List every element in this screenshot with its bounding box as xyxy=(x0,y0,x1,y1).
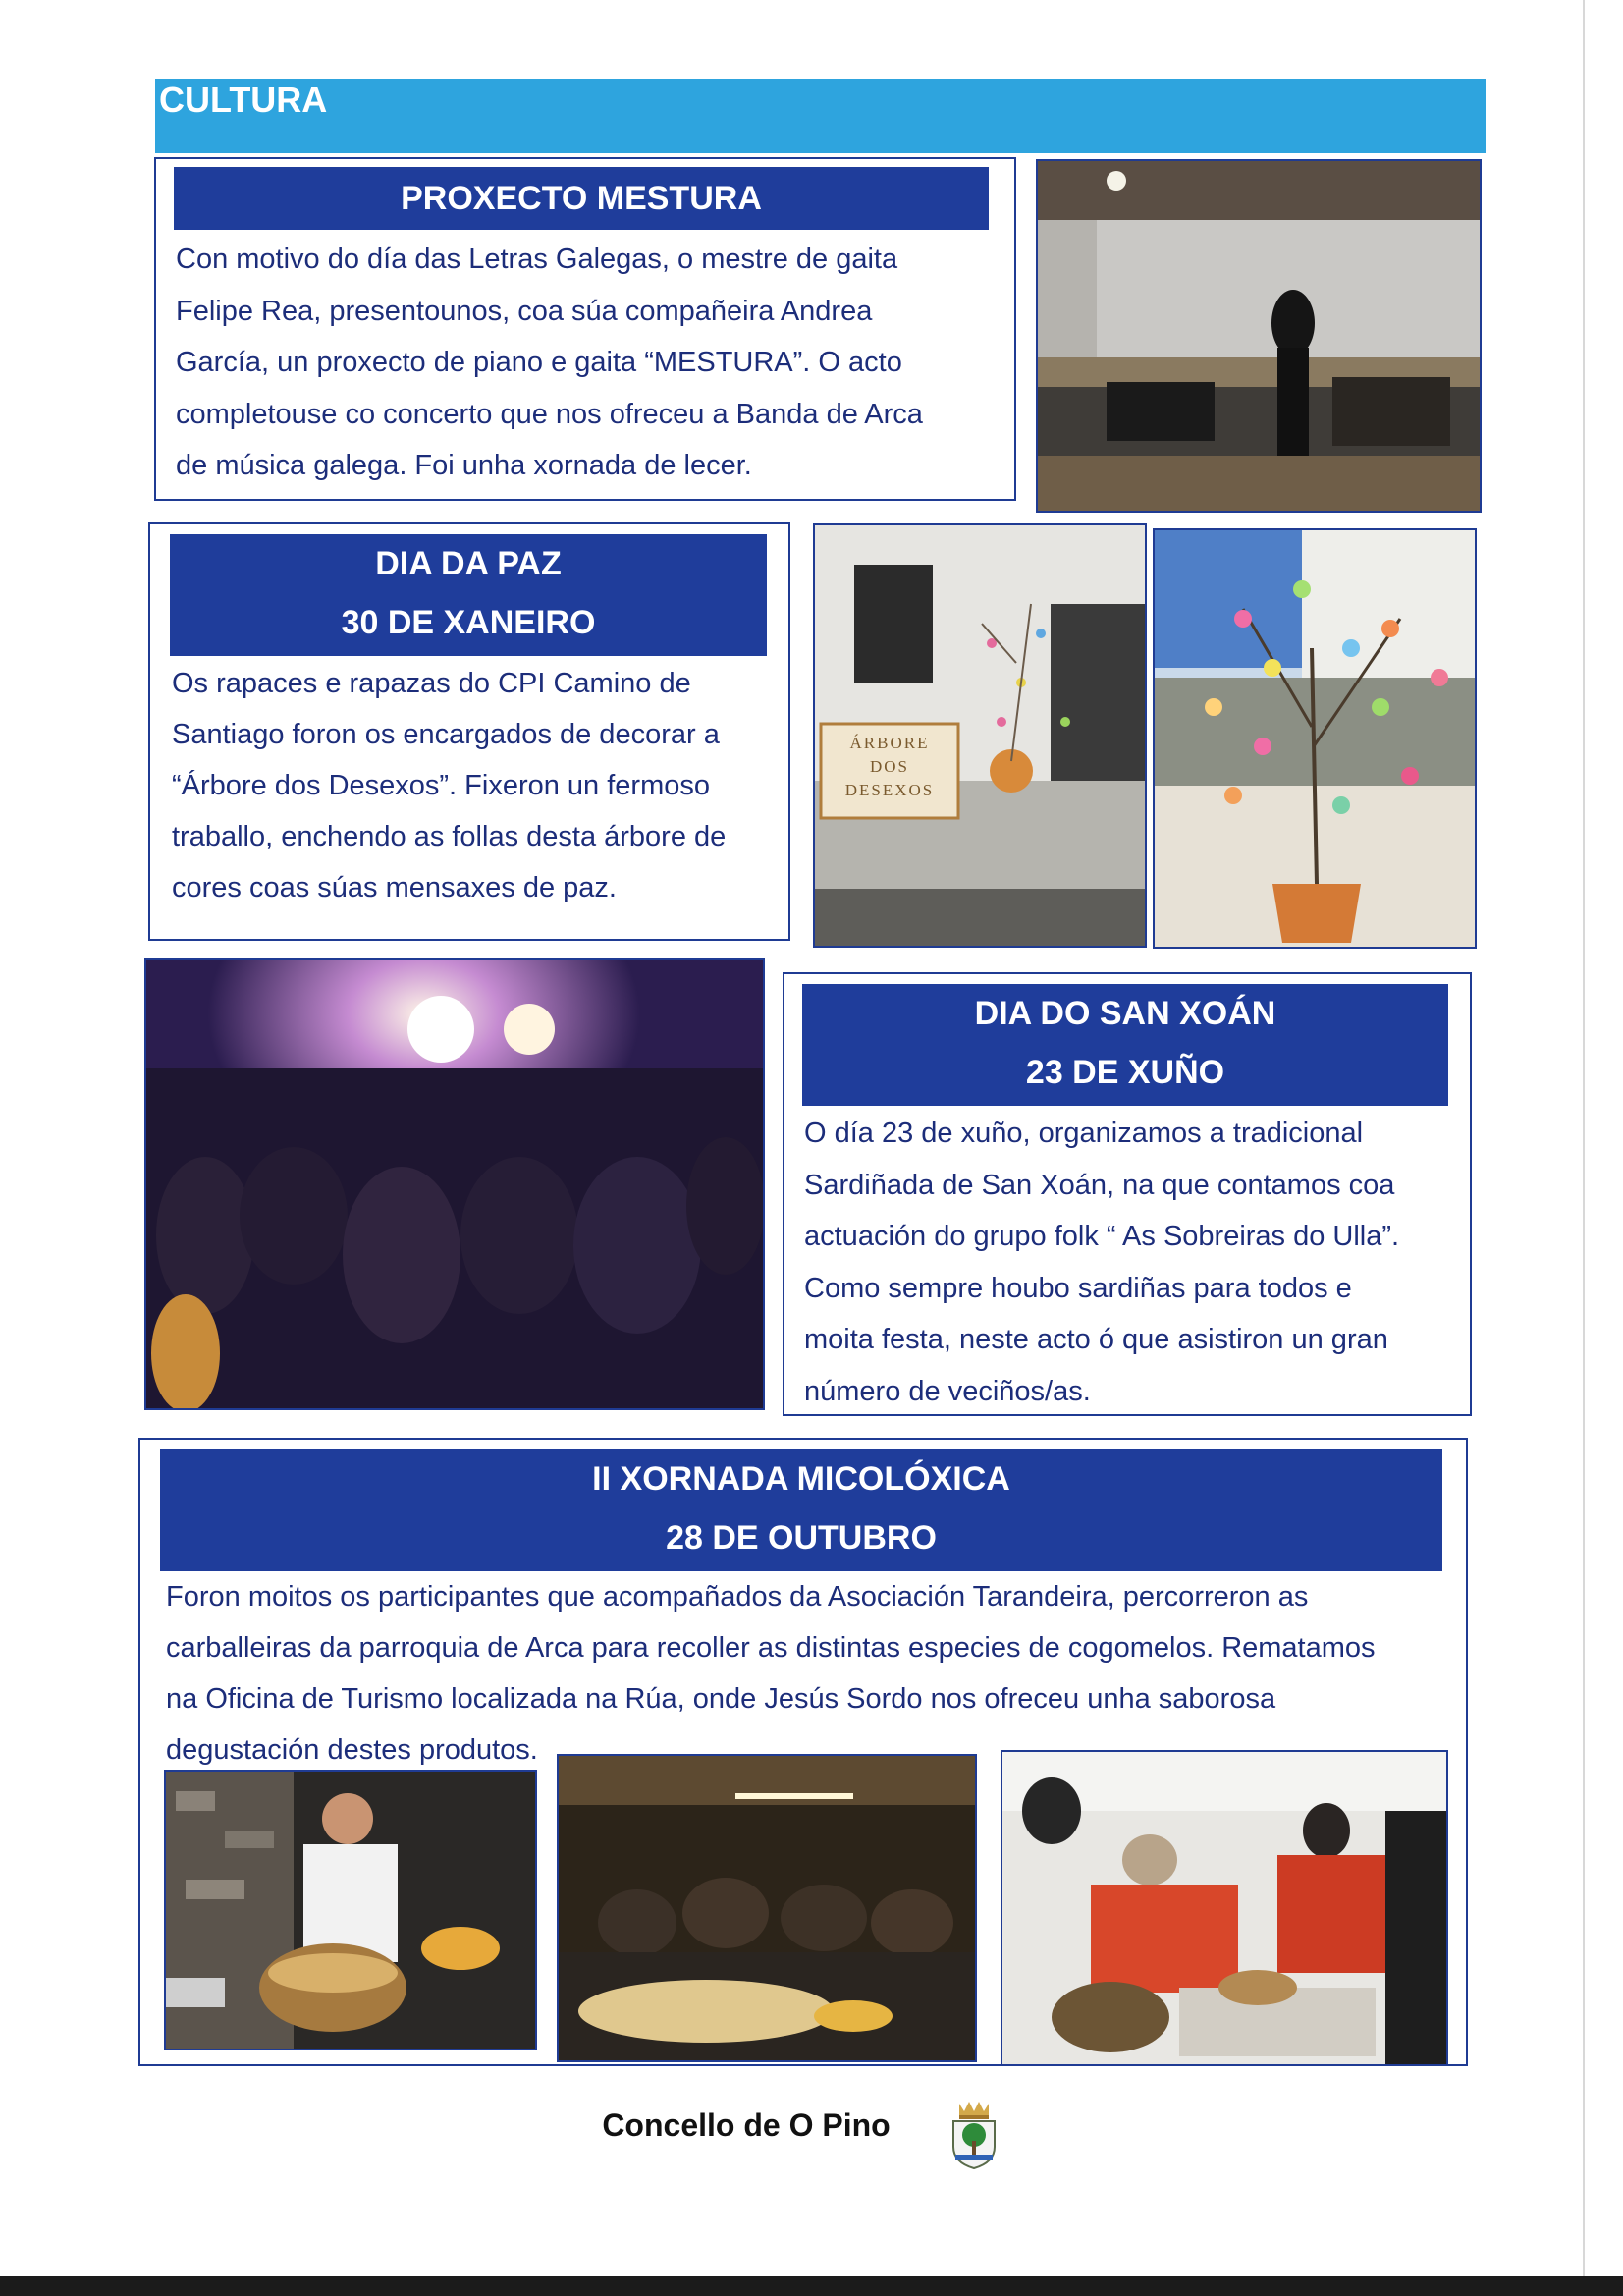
arbore-tree-photo xyxy=(1153,528,1477,949)
footer-municipality: Concello de O Pino xyxy=(602,2107,891,2143)
paz-text xyxy=(172,658,767,913)
micoloxica-text xyxy=(166,1571,1442,1776)
text-line: Os rapaces e rapazas do CPI Camino de xyxy=(172,668,691,699)
text-line: Felipe Rea, presentounos, coa súa compañeira Andrea xyxy=(176,295,873,327)
sanxoan-photo xyxy=(144,958,765,1410)
mestura-title: PROXECTO MESTURA xyxy=(401,180,762,217)
text-line: O día 23 de xuño, organizamos a tradicional xyxy=(804,1118,1364,1149)
text-line: cores coas súas mensaxes de paz. xyxy=(172,872,617,903)
text-line: Foron moitos os participantes que acompañados da Asociación Tarandeira, percorreron as xyxy=(166,1581,1309,1613)
sanxoan-title: DIA DO SAN XOÁN xyxy=(974,995,1276,1032)
text-line: moita festa, neste acto ó que asistiron un gran xyxy=(804,1324,1388,1355)
mushroom-tasting-photo xyxy=(557,1754,977,2062)
section-title: CULTURA xyxy=(159,80,328,120)
section-header-bar xyxy=(155,79,1486,153)
text-line: número de veciños/as. xyxy=(804,1375,1091,1407)
chef-basket-photo xyxy=(164,1770,537,2050)
municipal-crest-icon xyxy=(947,2098,1001,2170)
sanxoan-date: 23 DE XUÑO xyxy=(1025,1054,1225,1091)
text-line: carballeiras da parroquia de Arca para recoller as distintas especies de cogomelos. Rematamos xyxy=(166,1632,1376,1664)
mestura-heading xyxy=(174,167,989,230)
text-line: Como sempre houbo sardiñas para todos e xyxy=(804,1272,1352,1304)
sanxoan-text xyxy=(804,1108,1448,1417)
page-edge-right xyxy=(1583,0,1585,2276)
mushroom-identification-photo xyxy=(1001,1750,1448,2066)
text-line: actuación do grupo folk “ As Sobreiras do Ulla”. xyxy=(804,1221,1400,1252)
text-line: traballo, enchendo as follas desta árbore de xyxy=(172,821,727,852)
page-edge-bottom xyxy=(0,2276,1623,2296)
arbore-sign-text xyxy=(821,732,958,802)
text-line: degustación destes produtos. xyxy=(166,1734,538,1766)
paz-heading xyxy=(170,534,767,656)
micoloxica-date: 28 DE OUTUBRO xyxy=(666,1519,937,1557)
micoloxica-heading xyxy=(160,1449,1442,1571)
sign-line: DOS xyxy=(869,757,909,776)
micoloxica-title: II XORNADA MICOLÓXICA xyxy=(592,1460,1010,1498)
text-line: na Oficina de Turismo localizada na Rúa, onde Jesús Sordo nos ofreceu unha saborosa xyxy=(166,1683,1276,1715)
text-line: de música galega. Foi unha xornada de lecer. xyxy=(176,450,752,481)
sanxoan-box xyxy=(783,972,1472,1416)
mestura-photo xyxy=(1036,159,1482,513)
paz-title: DIA DA PAZ xyxy=(375,545,562,582)
text-line: Sardiñada de San Xoán, na que contamos coa xyxy=(804,1169,1395,1201)
text-line: “Árbore dos Desexos”. Fixeron un fermoso xyxy=(172,770,710,801)
sign-line: DESEXOS xyxy=(844,781,935,799)
text-line: completouse co concerto que nos ofreceu a Banda de Arca xyxy=(176,398,923,430)
mestura-box xyxy=(154,157,1016,501)
paz-date: 30 DE XANEIRO xyxy=(341,604,596,641)
paz-box xyxy=(148,522,790,941)
mestura-text xyxy=(176,234,991,492)
text-line: Santiago foron os encargados de decorar a xyxy=(172,719,720,750)
text-line: Con motivo do día das Letras Galegas, o mestre de gaita xyxy=(176,244,898,275)
micoloxica-box xyxy=(138,1438,1468,2066)
arbore-sign-photo xyxy=(813,523,1147,948)
text-line: García, un proxecto de piano e gaita “MESTURA”. O acto xyxy=(176,347,902,378)
sanxoan-heading xyxy=(802,984,1448,1106)
sign-line: ÁRBORE xyxy=(849,734,930,752)
